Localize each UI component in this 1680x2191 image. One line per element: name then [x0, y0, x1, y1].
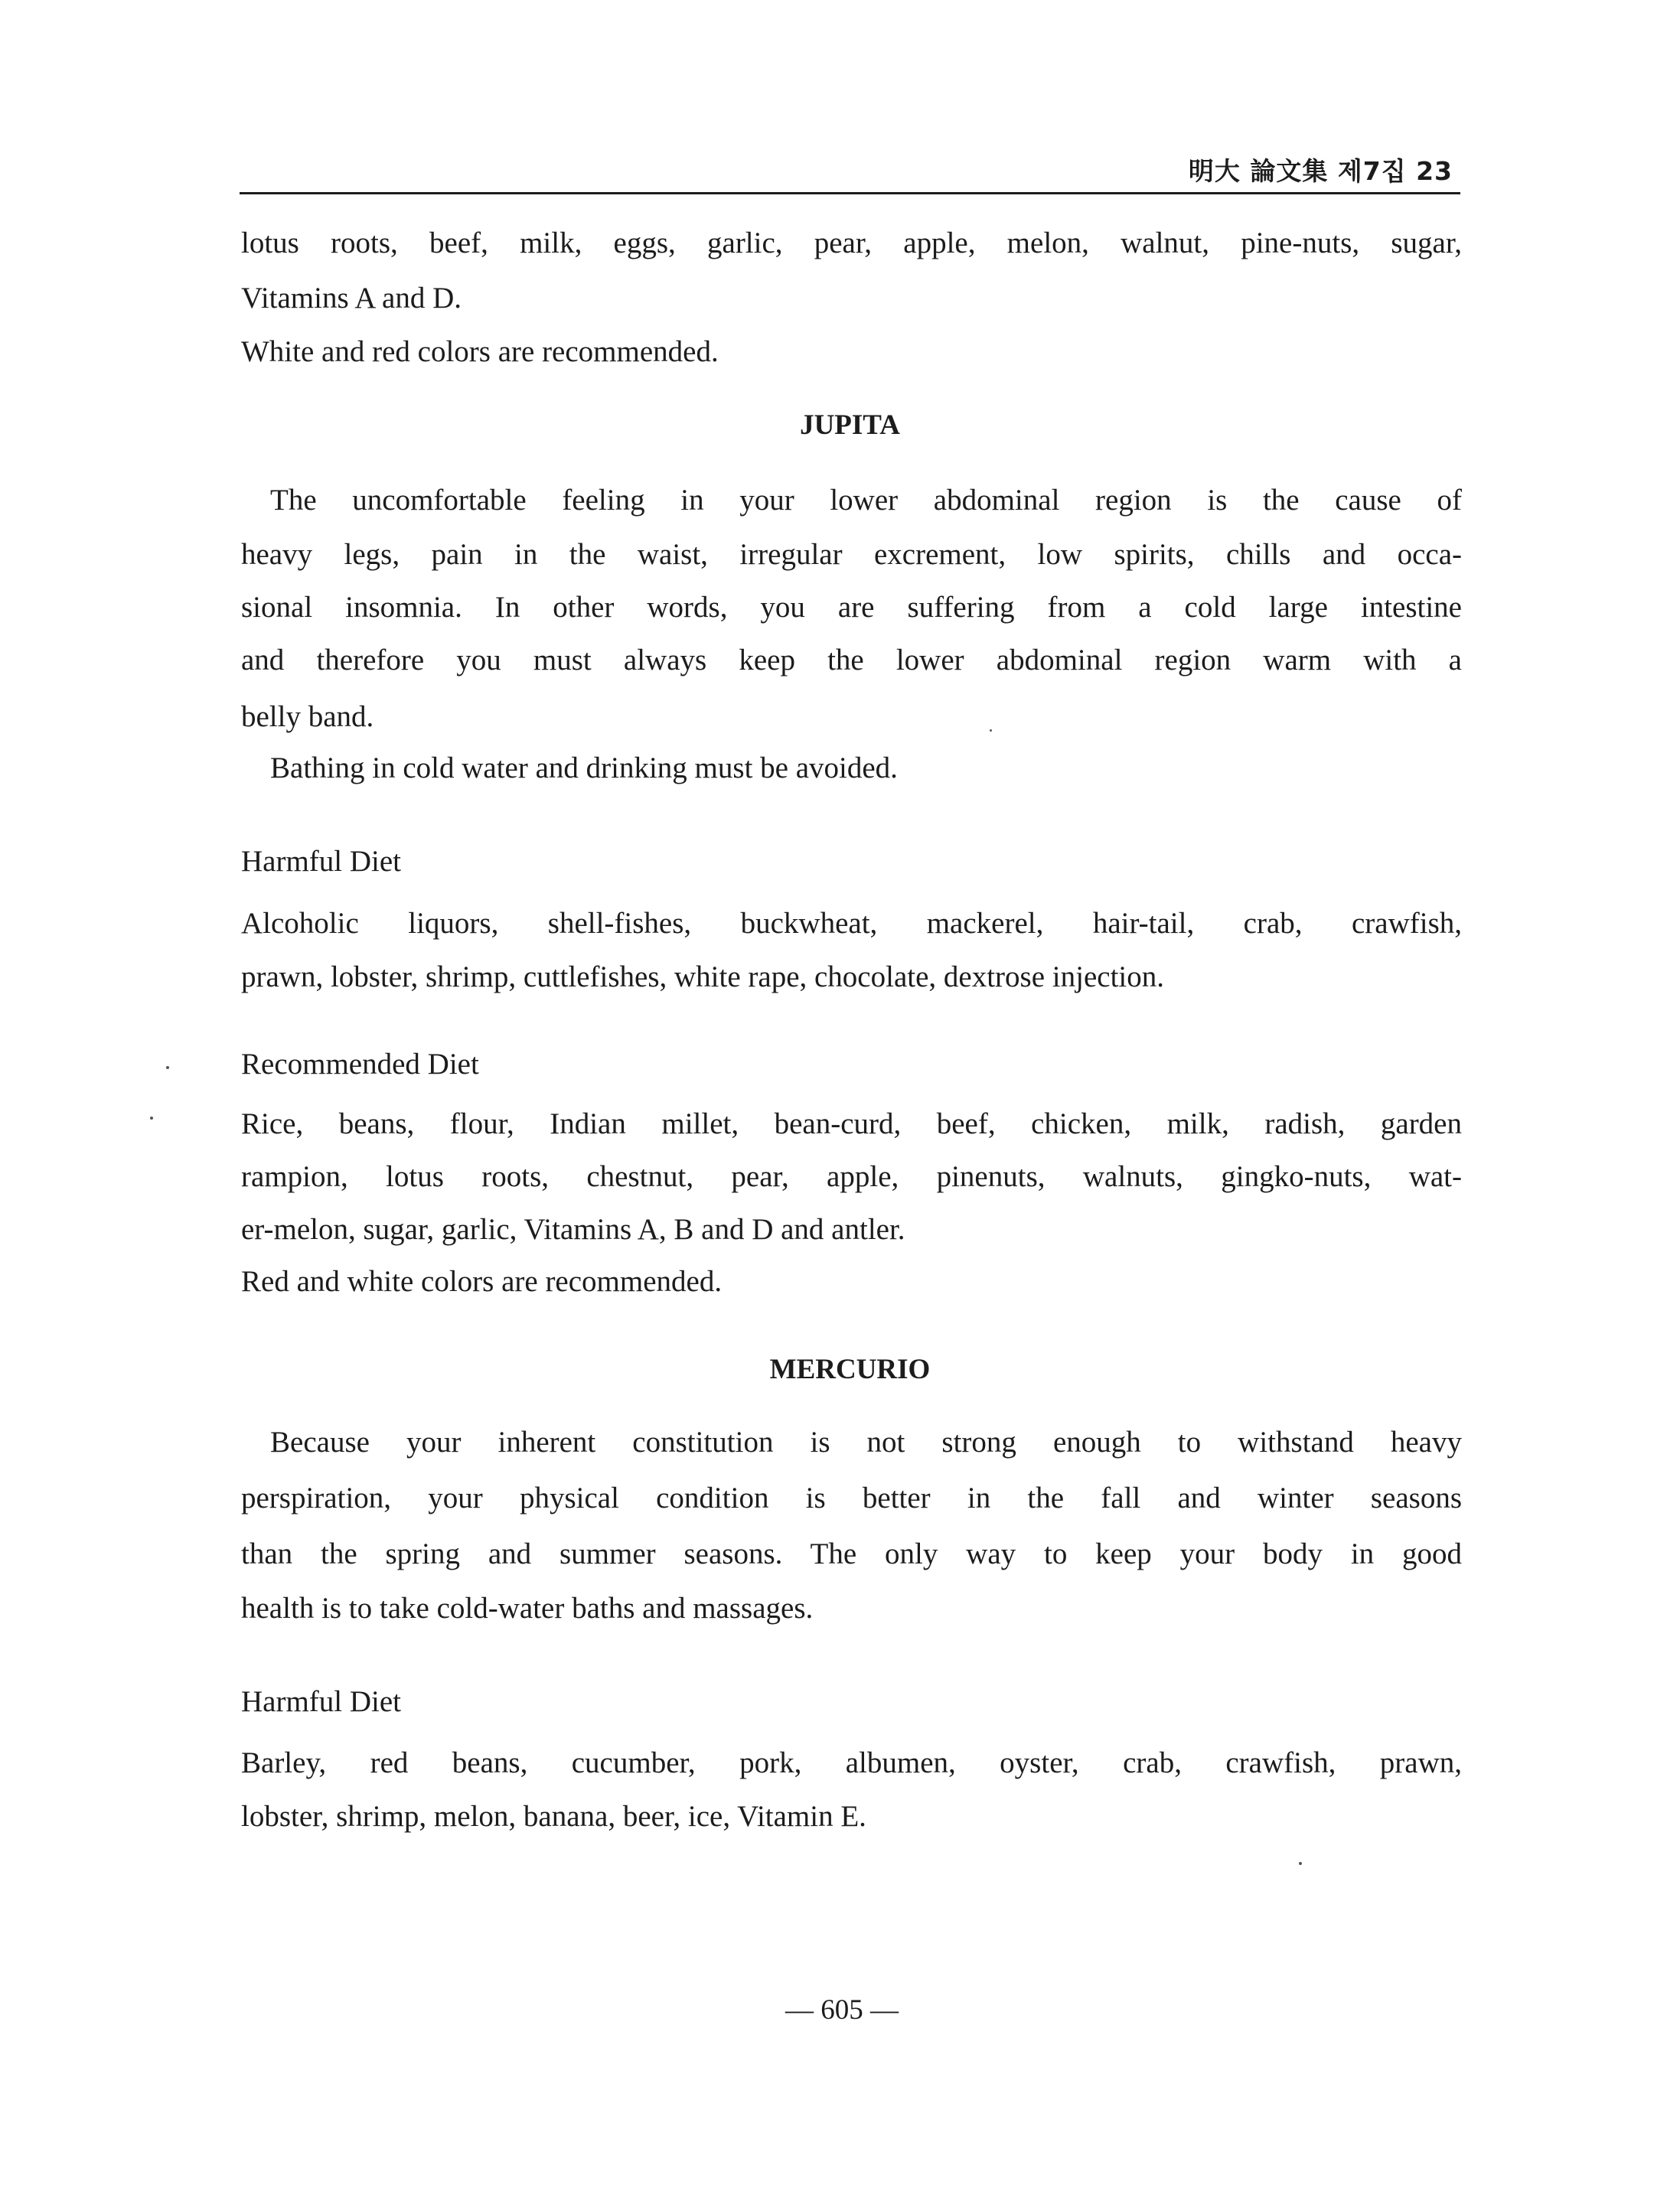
body-line: Alcoholic liquors, shell-fishes, buckwheat, mackerel, hair-tail, crab, crawfish, [241, 907, 1462, 940]
page-number: — 605 — [785, 1994, 899, 2026]
section-heading-jupita: JUPITA [800, 409, 900, 441]
body-line: lotus roots, beef, milk, eggs, garlic, pear, apple, melon, walnut, pine-nuts, sugar, [241, 227, 1462, 259]
body-line: Bathing in cold water and drinking must be avoided. [270, 752, 898, 784]
body-line: Vitamins A and D. [241, 282, 462, 315]
body-line: The uncomfortable feeling in your lower abdominal region is the cause of [270, 484, 1462, 517]
body-line: rampion, lotus roots, chestnut, pear, apple, pinenuts, walnuts, gingko-nuts, wat- [241, 1160, 1462, 1193]
body-line: and therefore you must always keep the lower abdominal region warm with a [241, 644, 1462, 677]
scan-speck [166, 1066, 169, 1069]
scan-speck [990, 729, 992, 732]
body-line: belly band. [241, 700, 374, 733]
subheading-harmful-diet: Harmful Diet [241, 845, 402, 878]
body-line: er-melon, sugar, garlic, Vitamins A, B and D and antler. [241, 1213, 905, 1246]
body-line: prawn, lobster, shrimp, cuttlefishes, white rape, chocolate, dextrose injection. [241, 960, 1164, 993]
scan-speck [150, 1117, 153, 1120]
subheading-harmful-diet: Harmful Diet [241, 1685, 402, 1718]
scan-speck [1299, 1862, 1302, 1865]
body-line: perspiration, your physical condition is better in the fall and winter seasons [241, 1482, 1462, 1514]
body-line: Barley, red beans, cucumber, pork, albumen, oyster, crab, crawfish, prawn, [241, 1746, 1462, 1779]
body-line: lobster, shrimp, melon, banana, beer, ice, Vitamin E. [241, 1800, 866, 1833]
body-line: White and red colors are recommended. [241, 335, 719, 368]
body-line: heavy legs, pain in the waist, irregular excrement, low spirits, chills and occa- [241, 538, 1462, 571]
body-line: Rice, beans, flour, Indian millet, bean-curd, beef, chicken, milk, radish, garden [241, 1107, 1462, 1140]
body-line: sional insomnia. In other words, you are suffering from a cold large intestine [241, 591, 1462, 624]
body-line: Because your inherent constitution is not strong enough to withstand heavy [270, 1426, 1462, 1459]
header-rule [240, 192, 1460, 194]
subheading-recommended-diet: Recommended Diet [241, 1048, 479, 1081]
running-header: 明大 論文集 제7집 23 [1188, 156, 1453, 186]
body-line: Red and white colors are recommended. [241, 1265, 723, 1298]
body-line: health is to take cold-water baths and massages. [241, 1592, 814, 1625]
section-heading-mercurio: MERCURIO [769, 1354, 931, 1385]
body-line: than the spring and summer seasons. The only way to keep your body in good [241, 1537, 1462, 1570]
